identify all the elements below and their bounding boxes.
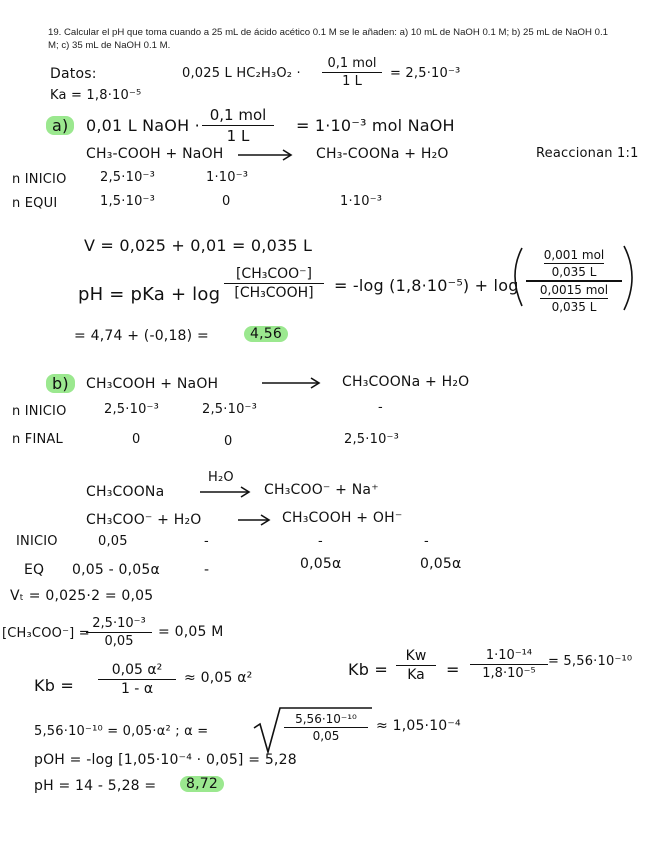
- fraction-denominator: [CH₃COOH]: [234, 285, 314, 301]
- ph-equation-lhs: pH = pKa + log: [78, 284, 221, 305]
- acetate-conc-result: = 0,05 M: [158, 624, 224, 640]
- part-b-label: b): [46, 374, 75, 393]
- naoh-fraction: [202, 106, 274, 145]
- ph-a-answer: 4,56: [244, 326, 288, 342]
- final-acid: 0: [132, 432, 141, 447]
- reaction-a-reactants: CH₃-COOH + NaOH: [86, 146, 224, 162]
- fraction-denominator: 1 L: [226, 127, 250, 145]
- kb-definition-equals: =: [446, 660, 460, 679]
- eq-product-1: 0,05α: [300, 556, 342, 572]
- total-volume-a: V = 0,025 + 0,01 = 0,035 L: [84, 236, 313, 255]
- n-equi-label: n EQUI: [12, 196, 58, 211]
- ph-a-calc: = 4,74 + (-0,18) =: [74, 328, 209, 344]
- dissociation-arrow: [200, 487, 249, 497]
- reaction-ratio-note: Reaccionan 1:1: [536, 146, 639, 161]
- n-final-label: n FINAL: [12, 432, 63, 447]
- equi-salt: 1·10⁻³: [340, 194, 383, 209]
- acetate-conc-fraction: [86, 616, 152, 649]
- final-salt: 2,5·10⁻³: [344, 432, 400, 447]
- fraction-denominator: 0,05: [312, 729, 340, 743]
- reaction-a-products: CH₃-COONa + H₂O: [316, 146, 449, 162]
- big-num-top: 0,001 mol: [543, 248, 605, 262]
- fraction-numerator: 1·10⁻¹⁴: [485, 648, 533, 663]
- naoh-moles-calc: 0,01 L NaOH ·: [86, 116, 200, 135]
- moles-acid-calc: 0,025 L HC₂H₃O₂ ·: [182, 66, 301, 81]
- hydrolysis-products: CH₃COOH + OH⁻: [282, 510, 403, 526]
- inicio-hydrolysis-label: INICIO: [16, 534, 58, 549]
- inicio-dash-3: -: [424, 534, 429, 549]
- fraction-denominator: 0,05: [104, 634, 134, 649]
- ph-equation-mid: = -log (1,8·10⁻⁵) + log: [334, 276, 519, 295]
- big-den-top: 0,0015 mol: [539, 283, 609, 297]
- ph-conc-ratio: [224, 266, 324, 301]
- ph-big-fraction: [526, 248, 622, 314]
- eq-product-2: 0,05α: [420, 556, 462, 572]
- inicio-b-salt: -: [378, 400, 383, 415]
- ph-b-calc: pH = 14 - 5,28 =: [34, 778, 157, 794]
- kb-value-fraction: [470, 648, 548, 681]
- kb-approximation: ≈ 0,05 α²: [184, 670, 253, 686]
- big-den-bottom: 0,035 L: [551, 300, 597, 314]
- big-num-bottom: 0,035 L: [551, 265, 597, 279]
- fraction-numerator: 0,1 mol: [327, 56, 377, 71]
- ka-value: Ka = 1,8·10⁻⁵: [50, 88, 142, 103]
- fraction-denominator: 1 L: [342, 74, 362, 89]
- dissociation-reactant: CH₃COONa: [86, 484, 165, 500]
- alpha-equation: 5,56·10⁻¹⁰ = 0,05·α² ; α =: [34, 724, 209, 739]
- kb-fraction: [98, 662, 176, 697]
- total-volume-b: Vₜ = 0,025·2 = 0,05: [10, 588, 154, 604]
- final-base: 0: [224, 434, 233, 449]
- eq-value: 0,05 - 0,05α: [72, 562, 160, 578]
- problem-statement: 19. Calcular el pH que toma cuando a 25 mL de ácido acético 0.1 M se le añaden: a) 10 mL de NaOH 0.1 M; b) 25 mL de NaOH 0.1 M; c) 35 mL de NaOH 0.1 M.: [48, 27, 608, 51]
- reaction-b-reactants: CH₃COOH + NaOH: [86, 376, 219, 392]
- fraction-numerator: [CH₃COO⁻]: [235, 266, 313, 282]
- equi-base: 0: [222, 194, 231, 209]
- acetate-conc-label: [CH₃COO⁻] =: [2, 626, 90, 641]
- hydrolysis-reactants: CH₃COO⁻ + H₂O: [86, 512, 202, 528]
- hydrolysis-arrow: [238, 515, 269, 525]
- inicio-b-acid: 2,5·10⁻³: [104, 402, 160, 417]
- kb-equation-label: Kb =: [34, 676, 74, 695]
- kb-definition-label: Kb =: [348, 660, 388, 679]
- reaction-arrow-b: [262, 378, 319, 388]
- moles-acid-result: = 2,5·10⁻³: [390, 66, 461, 81]
- naoh-moles-result: = 1·10⁻³ mol NaOH: [296, 116, 455, 135]
- n-inicio-label: n INICIO: [12, 172, 67, 187]
- dissociation-solvent: H₂O: [208, 470, 234, 485]
- reaction-arrow-a: [238, 150, 291, 160]
- inicio-dash-1: -: [204, 534, 209, 549]
- inicio-hydrolysis-value: 0,05: [98, 534, 128, 549]
- fraction-denominator: 1 - α: [120, 681, 154, 697]
- paren-right: [624, 246, 632, 310]
- kb-value-result: = 5,56·10⁻¹⁰: [548, 654, 633, 669]
- fraction-numerator: Kw: [405, 648, 427, 664]
- fraction-numerator: 5,56·10⁻¹⁰: [295, 712, 357, 726]
- moles-acid-fraction: [322, 56, 382, 89]
- inicio-base: 1·10⁻³: [206, 170, 249, 185]
- fraction-denominator: Ka: [407, 667, 425, 683]
- kw-ka-fraction: [396, 648, 436, 683]
- eq-label: EQ: [24, 562, 45, 578]
- alpha-result: ≈ 1,05·10⁻⁴: [376, 718, 461, 734]
- inicio-dash-2: -: [318, 534, 323, 549]
- equi-acid: 1,5·10⁻³: [100, 194, 156, 209]
- inicio-b-base: 2,5·10⁻³: [202, 402, 258, 417]
- fraction-numerator: 2,5·10⁻³: [92, 616, 146, 631]
- part-a-label: a): [46, 116, 74, 135]
- fraction-denominator: 1,8·10⁻⁵: [482, 666, 536, 681]
- inicio-acid: 2,5·10⁻³: [100, 170, 156, 185]
- poh-calculation: pOH = -log [1,05·10⁻⁴ · 0,05] = 5,28: [34, 752, 297, 768]
- fraction-numerator: 0,1 mol: [209, 106, 267, 124]
- dissociation-products: CH₃COO⁻ + Na⁺: [264, 482, 379, 498]
- ph-b-answer: 8,72: [180, 776, 224, 792]
- fraction-numerator: 0,05 α²: [111, 662, 163, 678]
- alpha-sqrt-fraction: [284, 712, 368, 743]
- eq-dash: -: [204, 562, 210, 578]
- datos-label: Datos:: [50, 66, 97, 82]
- n-inicio-b-label: n INICIO: [12, 404, 67, 419]
- reaction-b-products: CH₃COONa + H₂O: [342, 374, 470, 390]
